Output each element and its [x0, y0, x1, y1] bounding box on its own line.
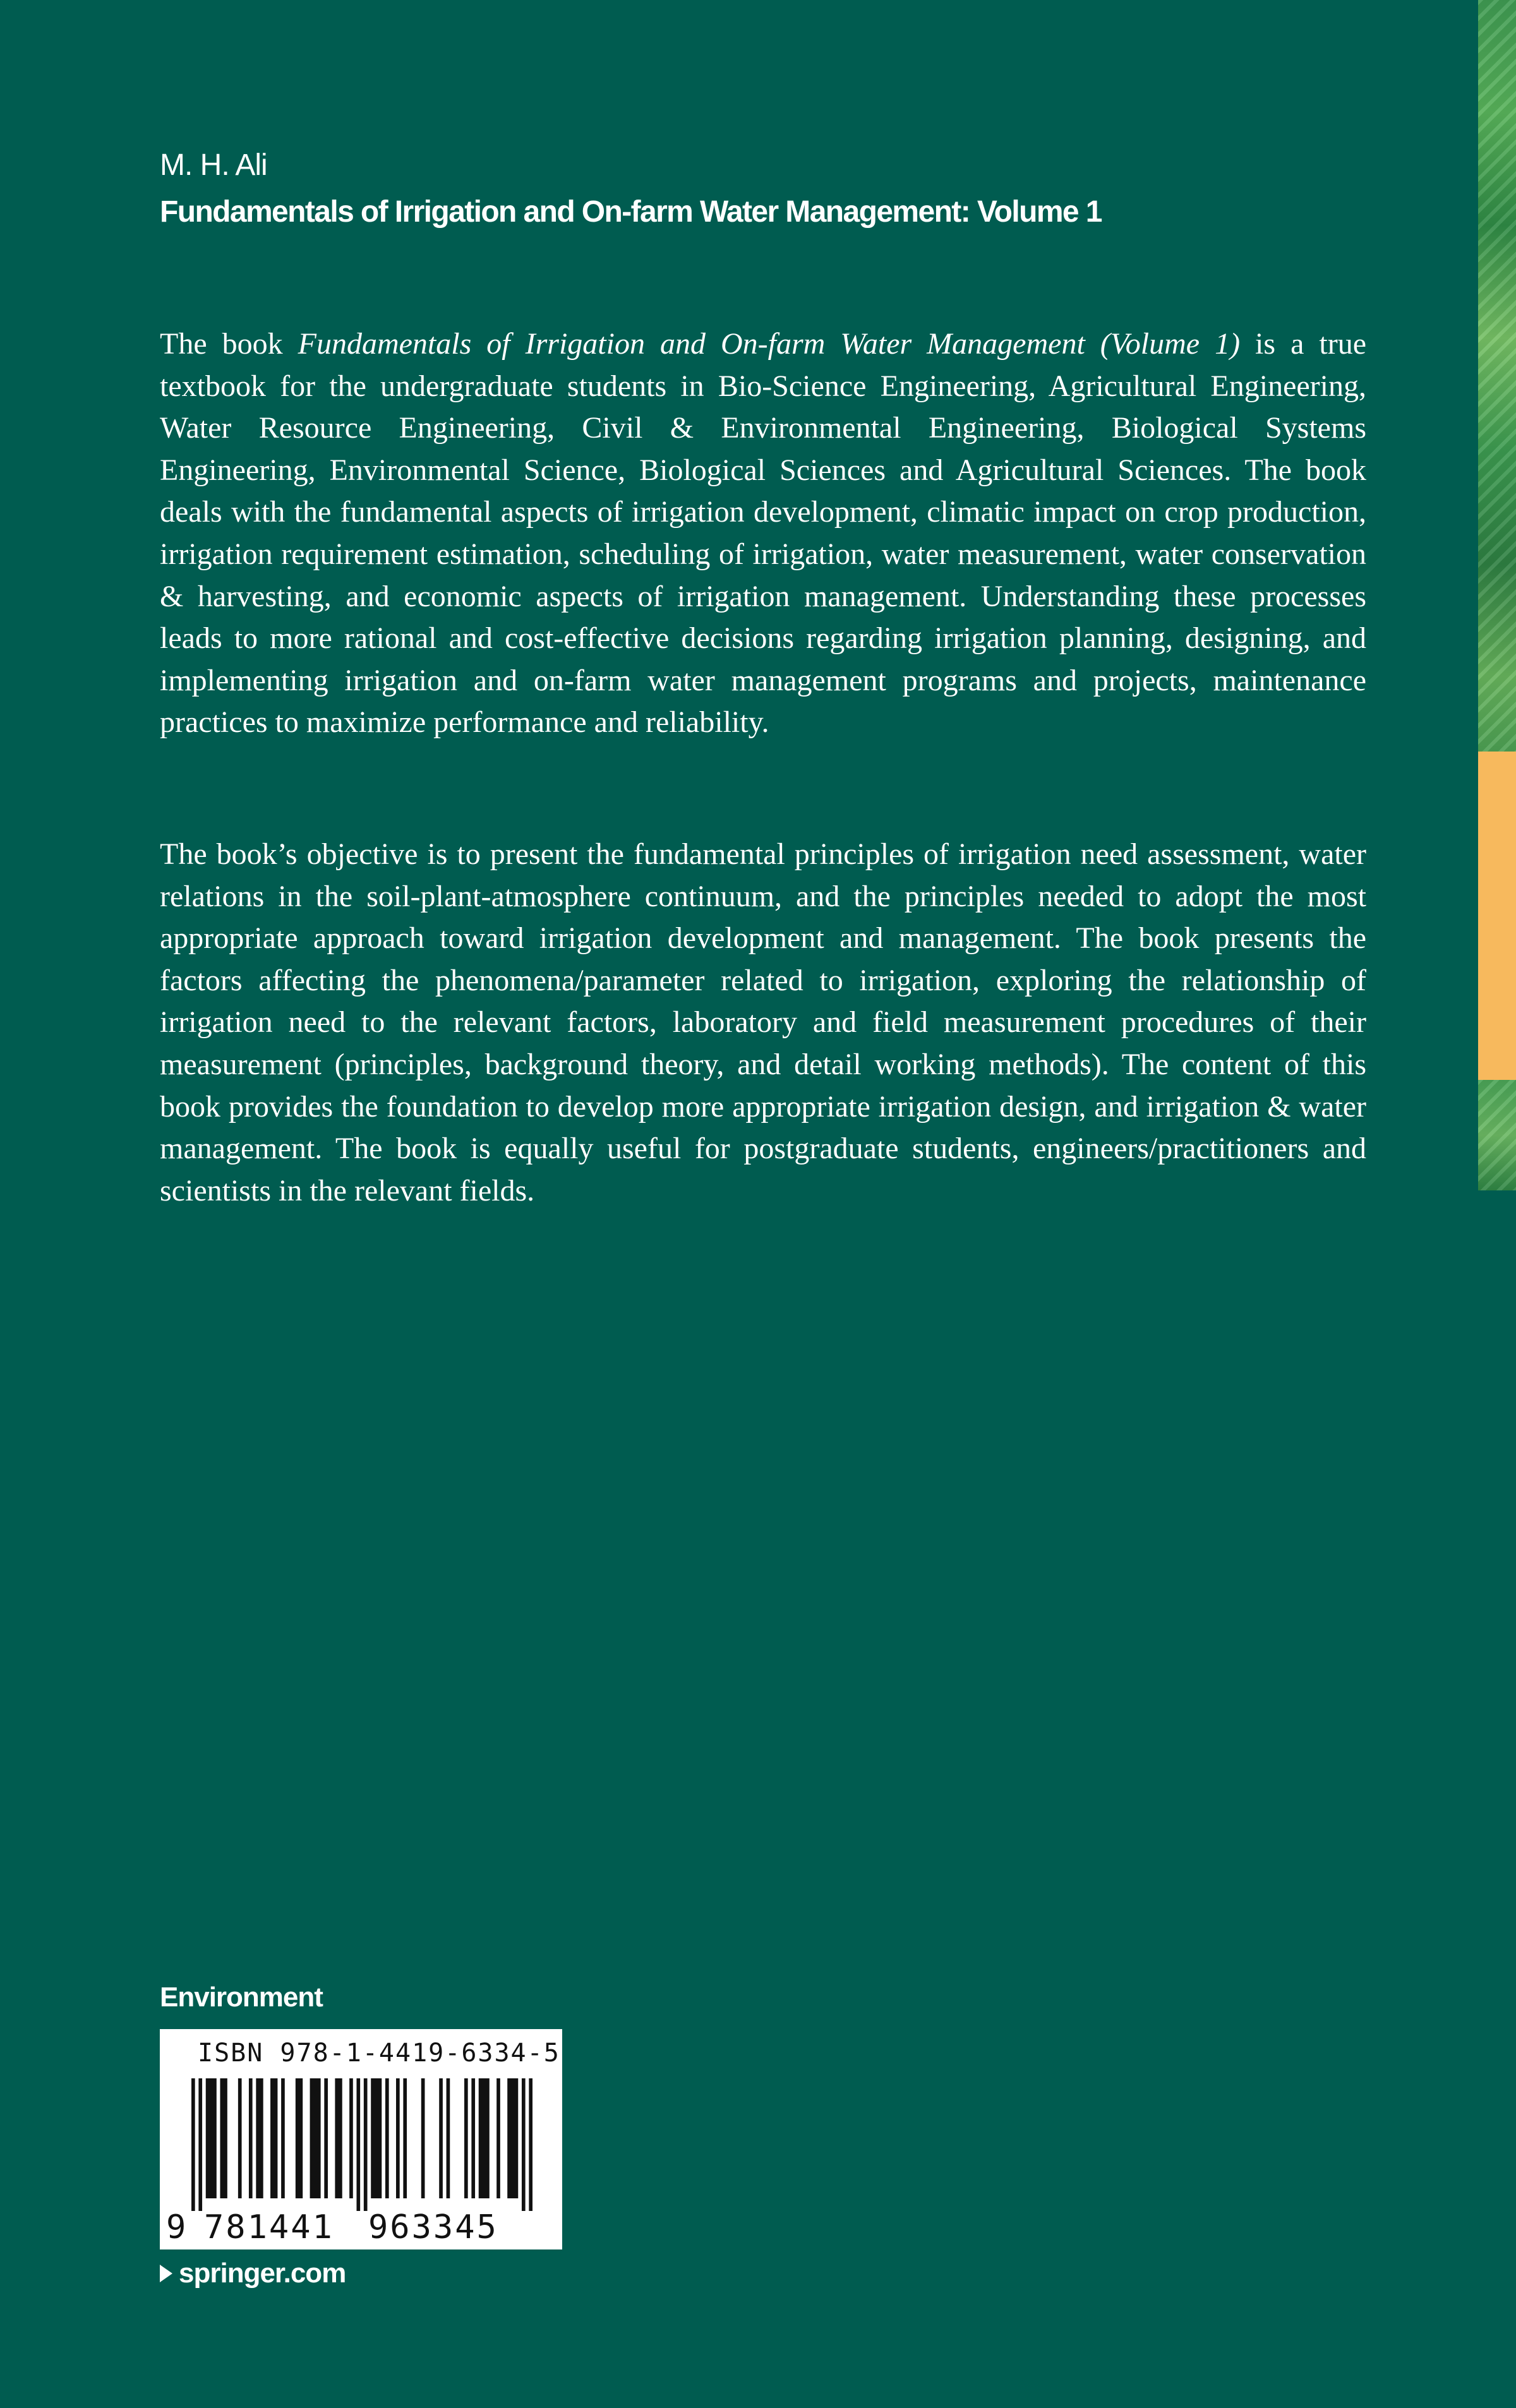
barcode-bar — [479, 2078, 490, 2198]
barcode-bar — [447, 2078, 450, 2198]
barcode-bar — [403, 2078, 407, 2198]
barcode-bar — [220, 2078, 227, 2198]
spine-photo-strip-lower — [1478, 1080, 1516, 1190]
spine-orange-band — [1478, 752, 1516, 1080]
description-paragraph-1 — [160, 323, 1366, 744]
barcode-bar — [296, 2078, 303, 2198]
barcode-bar — [464, 2078, 468, 2198]
barcode-bar — [471, 2078, 475, 2198]
p1-intro: The book — [160, 327, 298, 361]
barcode-bar — [270, 2078, 277, 2198]
barcode-bar — [522, 2078, 526, 2211]
barcode-digits-left: 781441 — [204, 2208, 334, 2246]
subject-category: Environment — [160, 1982, 323, 2013]
barcode-bar — [371, 2078, 382, 2198]
barcode-bar — [238, 2078, 242, 2198]
barcode-bar — [507, 2078, 518, 2198]
barcode-bar — [256, 2078, 263, 2198]
barcode-bar — [310, 2078, 321, 2198]
barcode-digit-first: 9 — [166, 2208, 186, 2246]
barcode-bar — [385, 2078, 389, 2198]
isbn-label: ISBN 978-1-4419-6334-5 — [198, 2039, 560, 2068]
isbn-barcode-box — [160, 2029, 562, 2249]
barcode-bar — [335, 2078, 342, 2198]
author-name: M. H. Ali — [160, 148, 267, 182]
barcode-bar — [396, 2078, 400, 2198]
barcode-digits-right: 963345 — [368, 2208, 498, 2246]
barcode-bar — [421, 2078, 425, 2198]
arrow-right-icon — [160, 2265, 172, 2282]
barcode-bar — [249, 2078, 253, 2198]
book-title: Fundamentals of Irrigation and On-farm Water Management: Volume 1 — [160, 195, 1102, 229]
barcode-bar — [191, 2078, 195, 2211]
barcode-bar — [356, 2078, 360, 2211]
barcode-bar — [439, 2078, 443, 2198]
spine-photo-strip — [1478, 0, 1516, 752]
barcode-bar — [281, 2078, 285, 2198]
website-text: springer.com — [179, 2258, 346, 2289]
barcode-bar — [198, 2078, 202, 2211]
p1-rest: is a true textbook for the undergraduate students in Bio-Science Engineering, Agricultural Engineering, Water Resource Engineering, Civil & Environmental Engineering, Biological Systems Engineering, Environmental Science, Biological Sciences and Agricultural Sciences. The book deals with the fundamental aspects of irrigation development, climatic impact on crop production, irrigation requirement estimation, scheduling of irrigation, water measurement, water conservation & harvesting, and economic aspects of irrigation management. Understanding these processes leads to more rational and cost-effective decisions regarding irrigation planning, designing, and implementing irrigation and on-farm water management programs and projects, maintenance practices to maximize performance and reliability. — [160, 327, 1366, 740]
barcode-bar — [529, 2078, 532, 2211]
barcode-bar — [364, 2078, 368, 2211]
p1-book-title: Fundamentals of Irrigation and On-farm Water Management (Volume 1) — [298, 327, 1241, 361]
description-paragraph-2: The book’s objective is to present the fundamental principles of irrigation need assessment, water relations in the soil-plant-atmosphere continuum, and the principles needed to adopt the most appropriate approach toward irrigation development and management. The book presents the factors affecting the phenomena/parameter related to irrigation, exploring the relationship of irrigation need to the relevant factors, laboratory and field measurement procedures of their measurement (principles, background theory, and detail working methods). The content of this book provides the foundation to develop more appropriate irrigation design, and irrigation & water management. The book is equally useful for postgraduate students, engineers/practitioners and scientists in the relevant fields. — [160, 837, 1366, 1207]
barcode-bar — [496, 2078, 500, 2198]
barcode-bar — [324, 2078, 328, 2198]
barcode-bars — [191, 2078, 532, 2211]
barcode-bar — [206, 2078, 217, 2198]
barcode-bar — [349, 2078, 353, 2198]
publisher-website — [160, 2256, 346, 2291]
